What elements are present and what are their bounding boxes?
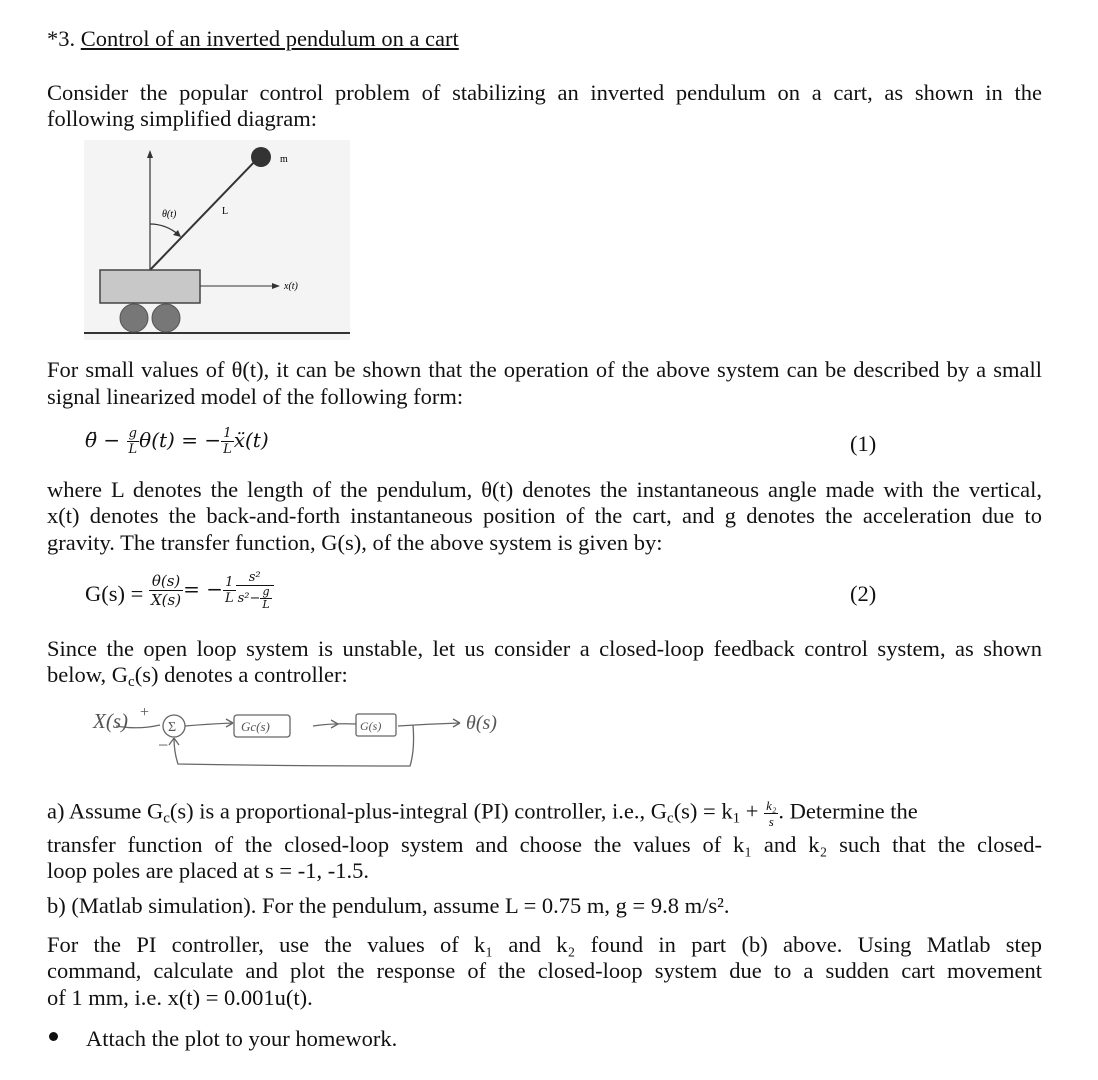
small-values-line-2: signal linearized model of the following form:: [47, 384, 464, 409]
eq2-num: θ(s): [149, 572, 183, 591]
mass-label: m: [280, 154, 288, 165]
cart-wheel-right: [152, 304, 180, 332]
bullet-dot: [49, 1032, 58, 1041]
output-line: [398, 723, 460, 726]
output-label: θ(s): [466, 712, 497, 734]
since-line-2: [47, 662, 348, 695]
eq1-theta: θ(t) = −: [139, 428, 222, 452]
part-a-sub-3: 1: [732, 810, 741, 827]
eq2-g: g: [260, 586, 271, 599]
sum-symbol: Σ: [168, 720, 177, 735]
bullet-text: Attach the plot to your homework.: [86, 1026, 398, 1051]
eq2-one-over-L: [223, 575, 236, 606]
equation-2: [149, 570, 274, 611]
eq2-one: 1: [223, 575, 236, 591]
plus-sign: +: [140, 704, 150, 721]
part-a-text-d: +: [740, 798, 765, 824]
part-a-s: s: [768, 814, 774, 829]
eq2-L3: L: [262, 598, 270, 611]
part-a-line-1: [47, 798, 1042, 832]
equation-2-number: (2): [850, 581, 877, 606]
intro-line-1: Consider the popular control problem of stabilizing an inverted pendulum on a cart, as shown in the: [47, 80, 1042, 105]
problem-title: Control of an inverted pendulum on a cart: [80, 26, 459, 51]
pi-line-3: of 1 mm, i.e. x(t) = 0.001u(t).: [47, 985, 313, 1010]
length-label: L: [222, 206, 229, 217]
intro-line-2: following simplified diagram:: [47, 106, 317, 131]
controller-label: Gc(s): [241, 719, 270, 734]
eq1-L: L: [128, 442, 138, 457]
since-text-b: (s) denotes a controller:: [134, 662, 348, 687]
part-a-sub-1: c: [163, 810, 170, 827]
small-values-line-1: For small values of θ(t), it can be shown that the operation of the above system can be described by a small: [47, 357, 1042, 382]
part-a-text-c: (s) = k: [673, 798, 733, 824]
eq1-xddot: ẍ(t): [233, 428, 269, 452]
part-a-k2-over-s: [764, 798, 778, 829]
sum-to-controller-line: [185, 723, 233, 726]
part-a-text-e: . Determine the: [778, 798, 918, 824]
cart-body: [100, 270, 200, 303]
part-a-k2: k₂: [766, 798, 777, 813]
cart-wheel-left: [120, 304, 148, 332]
where-line-1: where L denotes the length of the pendulum, θ(t) denotes the instantaneous angle made with the vertical,: [47, 477, 1042, 502]
part-a-sub-2: c: [667, 810, 674, 827]
pendulum-mass: [251, 147, 271, 167]
eq1-lhs: θ̈ −: [85, 428, 127, 452]
eq2-eqminus: = −: [183, 577, 223, 601]
minus-sign: −: [158, 735, 169, 755]
input-label: X(s): [93, 709, 128, 733]
eq1-one: 1: [221, 426, 234, 442]
plant-label: G(s): [360, 719, 382, 733]
pendulum-cart-diagram: [84, 140, 350, 340]
eq2-g-over-L: [260, 586, 271, 611]
since-line-1: Since the open loop system is unstable, let us consider a closed-loop feedback control system, as shown: [47, 636, 1042, 661]
feedback-block-diagram: [88, 700, 528, 780]
eq2-lhs: G(s) =: [85, 581, 144, 606]
equation-1: [85, 426, 269, 457]
part-a-text-b: (s) is a proportional-plus-integral (PI) controller, i.e., G: [169, 798, 668, 824]
since-sub: c: [128, 674, 135, 690]
equation-1-number: (1): [850, 431, 877, 456]
eq2-s2-denominator: [236, 586, 274, 611]
problem-number: *3.: [47, 26, 81, 51]
part-a-line-3: loop poles are placed at s = -1, -1.5.: [47, 858, 369, 883]
where-line-3: gravity. The transfer function, G(s), of the above system is given by:: [47, 530, 663, 555]
eq1-g-over-L: [127, 426, 140, 457]
where-line-2: x(t) denotes the back-and-forth instantaneous position of the cart, and g denotes the acceleration due to: [47, 503, 1042, 528]
eq2-s2: s²: [236, 570, 274, 586]
eq1-L2: L: [223, 442, 232, 457]
pi-line-2: command, calculate and plot the response of the closed-loop system due to a sudden cart movement: [47, 958, 1042, 983]
part-b-line-1: b) (Matlab simulation). For the pendulum, assume L = 0.75 m, g = 9.8 m/s².: [47, 893, 730, 918]
theta-label: θ(t): [162, 209, 177, 220]
problem-heading: [47, 26, 459, 52]
eq2-L: L: [224, 591, 234, 606]
pi-line-1: For the PI controller, use the values of k₁ and k₂ found in part (b) above. Using Matlab step: [47, 932, 1042, 957]
part-a-text-a: a) Assume G: [47, 798, 164, 824]
part-a-line-2: transfer function of the closed-loop system and choose the values of k₁ and k₂ such that the closed-: [47, 832, 1042, 857]
eq1-one-over-L: [221, 426, 234, 457]
eq2-theta-over-x: [149, 572, 183, 609]
eq2-s2-fraction: [236, 570, 274, 611]
eq1-g: g: [127, 426, 140, 442]
eq2-den: X(s): [151, 591, 182, 609]
x-label: x(t): [284, 281, 298, 292]
since-text-a: below, G: [47, 662, 129, 687]
eq2-den2: s²−: [237, 591, 261, 606]
